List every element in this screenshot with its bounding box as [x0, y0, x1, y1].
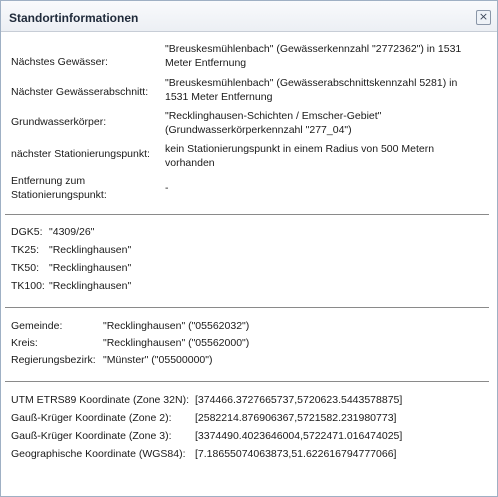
utm-coordinate-label: UTM ETRS89 Koordinate (Zone 32N):	[11, 394, 189, 406]
dgk5-label: DGK5:	[11, 226, 43, 238]
district-label: Kreis:	[11, 337, 38, 349]
gk3-coordinate-label: Gauß-Krüger Koordinate (Zone 3):	[11, 430, 172, 442]
tk50-label: TK50:	[11, 262, 40, 274]
gk2-coordinate-label: Gauß-Krüger Koordinate (Zone 2):	[11, 412, 172, 424]
government-region-label: Regierungsbezirk:	[11, 354, 96, 366]
gk3-coordinate-value: [3374490.4023646004,5722471.016474025]	[195, 430, 403, 442]
close-icon[interactable]: ×	[476, 10, 491, 25]
tk100-value: "Recklinghausen"	[49, 280, 132, 292]
district-value: "Recklinghausen" ("05562000")	[103, 337, 250, 349]
divider	[5, 307, 489, 308]
nearest-water-section-value-cont: 1531 Meter Entfernung	[165, 91, 273, 103]
window-content	[1, 32, 497, 496]
groundwater-body-label: Grundwasserkörper:	[11, 116, 107, 128]
groundwater-body-value: "Recklinghausen-Schichten / Emscher-Gebiet"	[165, 110, 382, 122]
tk100-label: TK100:	[11, 280, 45, 292]
tk25-label: TK25:	[11, 244, 40, 256]
wgs84-coordinate-label: Geographische Koordinate (WGS84):	[11, 448, 186, 460]
dgk5-value: "4309/26"	[49, 226, 95, 238]
nearest-station-label: nächster Stationierungspunkt:	[11, 148, 150, 160]
nearest-station-value: kein Stationierungspunkt in einem Radius von 500 Metern	[165, 143, 435, 155]
nearest-water-label: Nächstes Gewässer:	[11, 56, 108, 68]
tk50-value: "Recklinghausen"	[49, 262, 132, 274]
groundwater-body-value-cont: (Grundwasserkörperkennzahl "277_04")	[165, 124, 352, 136]
divider	[5, 381, 489, 382]
utm-coordinate-value: [374466.3727665737,5720623.5443578875]	[195, 394, 403, 406]
wgs84-coordinate-value: [7.18655074063873,51.622616794777066]	[195, 448, 397, 460]
government-region-value: "Münster" ("05500000")	[103, 354, 213, 366]
municipality-value: "Recklinghausen" ("05562032")	[103, 320, 250, 332]
nearest-water-section-label: Nächster Gewässerabschnitt:	[11, 86, 149, 98]
nearest-water-value-cont: Meter Entfernung	[165, 57, 247, 69]
divider	[5, 214, 489, 215]
tk25-value: "Recklinghausen"	[49, 244, 132, 256]
station-distance-label-cont: Stationierungspunkt:	[11, 189, 107, 201]
station-distance-label: Entfernung zum	[11, 175, 86, 187]
station-distance-value: -	[165, 182, 169, 194]
nearest-water-value: "Breuskesmühlenbach" (Gewässerkennzahl "2772362") in 1531	[165, 43, 462, 55]
title-bar	[1, 1, 497, 32]
nearest-water-section-value: "Breuskesmühlenbach" (Gewässerabschnittskennzahl 5281) in	[165, 77, 458, 89]
window-title: Standortinformationen	[9, 11, 139, 25]
municipality-label: Gemeinde:	[11, 320, 63, 332]
nearest-station-value-cont: vorhanden	[165, 157, 215, 169]
gk2-coordinate-value: [2582214.876906367,5721582.231980773]	[195, 412, 397, 424]
